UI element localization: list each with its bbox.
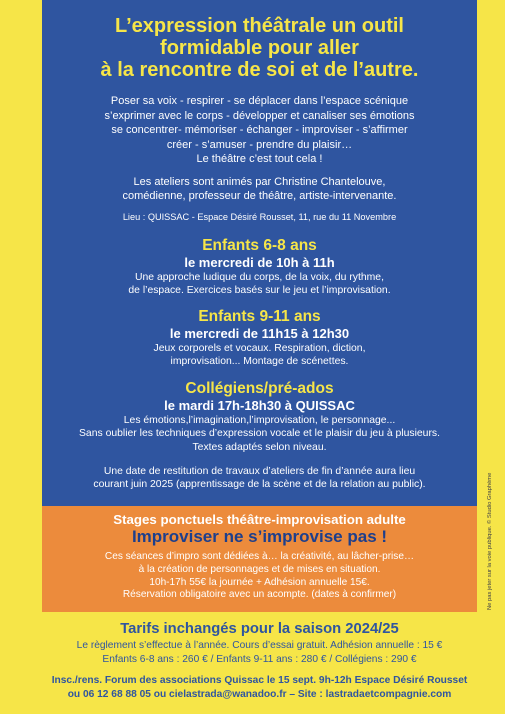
section-title: Enfants 9-11 ans [198, 307, 321, 325]
stages-line: à la création de personnages et de mises en situation. [138, 563, 381, 575]
headline-line: formidable pour aller [160, 37, 359, 59]
stages-panel [42, 506, 477, 612]
intro-line: Le théâtre c’est tout cela ! [196, 153, 323, 165]
headline [42, 15, 477, 81]
tarifs-line: Enfants 6-8 ans : 260 € / Enfants 9-11 ans : 280 € / Collégiens : 290 € [102, 654, 417, 665]
section-enfants-9-11 [42, 308, 477, 369]
main-info-panel [42, 0, 477, 506]
tarifs-line: Le règlement s’effectue à l’année. Cours d’essai gratuit. Adhésion annuelle : 15 € [76, 640, 443, 651]
section-collegiens [42, 380, 477, 455]
stages-slogan: Improviser ne s’improvise pas ! [131, 527, 388, 546]
description-line: Jeux corporels et vocaux. Respiration, diction, [153, 342, 366, 354]
tarifs-title: Tarifs inchangés pour la saison 2024/25 [120, 621, 399, 637]
description-line: Textes adaptés selon niveau. [192, 442, 327, 454]
intro-text [42, 94, 477, 167]
description-line: Les émotions,l’imagination,l’improvisation, le personnage... [123, 414, 396, 426]
tarifs-text [42, 639, 477, 667]
section-schedule: le mardi 17h-18h30 à QUISSAC [164, 397, 355, 413]
animators-line: Les ateliers sont animés par Christine Chantelouve, [133, 175, 386, 188]
headline-line: à la rencontre de soi et de l’autre. [100, 59, 419, 81]
headline-line: L’expression théâtrale un outil [115, 15, 404, 37]
section-title: Collégiens/pré-ados [185, 379, 334, 397]
tarifs-panel [42, 612, 477, 714]
stages-line: Ces séances d’impro sont dédiées à… la créativité, au lâcher-prise… [104, 551, 415, 562]
contact-line: ou 06 12 68 88 05 ou cielastrada@wanadoo.fr – Site : lastradaetcompagnie.com [67, 688, 452, 700]
section-title: Enfants 6-8 ans [202, 236, 317, 254]
animators-text [42, 175, 477, 204]
stages-line: Réservation obligatoire avec un acompte. (dates à confirmer) [122, 589, 397, 601]
intro-line: s’exprimer avec le corps - développer et canaliser ses émotions [104, 109, 415, 122]
intro-line: se concentrer- mémoriser - échanger - improviser - s’affirmer [111, 124, 408, 136]
intro-line: créer - s’amuser - prendre du plaisir… [166, 138, 353, 151]
stages-description [42, 551, 477, 602]
location-text: Lieu : QUISSAC - Espace Désiré Rousset, 11, rue du 11 Novembre [122, 211, 397, 222]
side-note: Ne pas jeter sur la voie publique. © Studio Graphème [487, 472, 493, 610]
section-description [42, 271, 477, 298]
contact-info [42, 674, 477, 701]
section-enfants-6-8 [42, 237, 477, 298]
restitution-line: courant juin 2025 (apprentissage de la scène et de la relation au public). [93, 479, 426, 491]
description-line: de l’espace. Exercices basés sur le jeu et l’improvisation. [128, 285, 391, 297]
intro-line: Poser sa voix - respirer - se déplacer dans l’espace scénique [110, 95, 409, 107]
section-schedule: le mercredi de 11h15 à 12h30 [169, 325, 350, 341]
section-schedule: le mercredi de 10h à 11h [184, 254, 335, 270]
section-description [42, 414, 477, 455]
stages-line: 10h-17h 55€ la journée + Adhésion annuelle 15€. [149, 576, 370, 588]
contact-line: Insc./rens. Forum des associations Quissac le 15 sept. 9h-12h Espace Désiré Rousset [51, 675, 468, 686]
restitution-note [42, 465, 477, 492]
description-line: Une approche ludique du corps, de la voix, du rythme, [135, 271, 384, 283]
restitution-line: Une date de restitution de travaux d’ateliers de fin d’année aura lieu [103, 465, 416, 477]
description-line: Sans oublier les techniques d’expression vocale et le plaisir du jeu à plusieurs. [79, 428, 440, 440]
animators-line: comédienne, professeur de théâtre, artiste-intervenante. [122, 190, 397, 202]
description-line: improvisation... Montage de scénettes. [170, 356, 349, 368]
section-description [42, 342, 477, 369]
stages-title: Stages ponctuels théâtre-improvisation adulte [113, 512, 406, 527]
